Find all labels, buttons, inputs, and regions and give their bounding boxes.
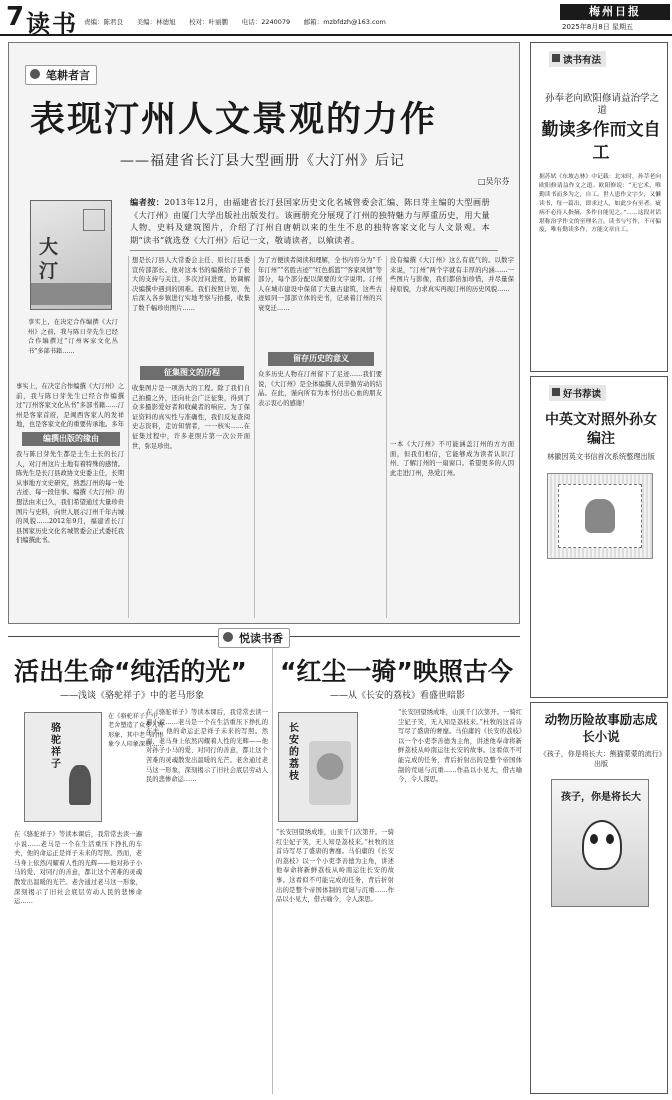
sidebar-children-book — [530, 702, 668, 1094]
subhead-meaning: 留存历史的意义 — [268, 352, 374, 366]
paper-logo: 梅州日报 — [560, 4, 670, 20]
cover-stripe — [31, 283, 111, 305]
article-column-2b: 收集图片是一项浩大的工程。除了我们自己拍摄之外，还向社会广泛征集，得到了众多摄影爱好者和收藏者的响应。为了保证资料的真实性与准确性，我们反复查阅史志资料，走访知情者，一一核实……在征集过程中，许多老照片第一次公开面世，弥足珍贵。 — [132, 385, 250, 450]
portrait-icon — [558, 484, 642, 548]
article-column-2: 想是长汀县人大常委会主任、原长汀县委宣传部部长。他对这本书的编撰给予了极大的支持与关注，多次过问进度，协调解决编撰中遇到的困难。我们按照计划，先后深入各乡镇进行实地考察与拍摄，收集了数千幅珍贵图片…… — [132, 257, 250, 312]
article-title-right: “红尘一骑”映照古今 — [280, 657, 513, 686]
sidebar-kicker: 孙奉老向欧阳修请益治学之道 — [544, 93, 659, 116]
article-left-column-2: 在《骆驼祥子》等读本课后，我常常去读一遍小说……老马是一个在生活重压下挣扎的车夫，他的命运正是祥子未来的写照。然而，老马身上依然闪耀着人性的光辉——他对孙子小马的爱、对同行的善意，都让这个苦难的灵魂散发出温暖的光芒。老舍通过老马这一形象，深刻揭示了旧社会底层劳动人民的悲惨命运…… — [146, 709, 268, 784]
sidebar-title: 勤读多作而文自工 — [541, 120, 661, 163]
sidebar-title: 动物历险故事励志成长小说 — [544, 712, 658, 744]
sidebar-label: 读书有法 — [549, 51, 606, 67]
cover-caption: 在《骆驼祥子》中，老舍塑造了众多人物形象，其中老马的形象令人印象深刻…… — [108, 713, 164, 749]
sidebar-subtitle: 《孩子，你是将长大：熊猫蒙蒙的流行》出版 — [539, 750, 663, 768]
book-cover-image — [547, 473, 653, 559]
column-badge: 悦读书香 — [218, 628, 290, 648]
author-byline: □吴尔芬 — [478, 177, 510, 186]
panda-icon — [582, 820, 622, 870]
column-rule — [128, 256, 129, 618]
editor-credits: 责编：陈君良 美编：林德旭 校对：叶丽鹏 电话：2240079 邮箱：mzbfdzh@163.com — [84, 18, 386, 26]
main-title: 表现汀州人文景观的力作 — [30, 100, 438, 140]
subhead-origin: 编撰出版的缘由 — [22, 432, 120, 446]
article-subtitle-right: ——从《长安的荔枝》看盛世暗影 — [330, 691, 466, 701]
cover-caption: 事实上，在决定合作编撰《大汀州》之前，我与陈日芽先生已经合作编撰过“汀州客家文化丛书”多部书籍…… — [28, 319, 118, 355]
page-number: 7 — [6, 2, 25, 32]
sidebar-book-recommend — [530, 376, 668, 698]
editor-note-text: 2013年12月，由福建省长汀县国家历史文化名城管委会汇编、陈日芽主编的大型画册《大汀州》由厦门大学出版社出版发行。该画册充分展现了汀州的独特魅力与厚重历史，用大量人物、史料及建筑图片，介绍了汀州自唐朝以来的生生不息的独特客家文化与人文景观。本期“读书”就选登《大汀州》后记一文，敬请读者，以飨读者。 — [130, 197, 490, 245]
article-title-left: 活出生命“纯活的光” — [14, 657, 247, 686]
article-column-3: 为了方便读者阅读和理解，全书内容分为“千年汀州”“名胜古迹”“红色摇篮”“客家风情”等部分，每个部分配以简要的文字说明。汀州人在城市建设中保留了大量古建筑，这些古迹如同一部部立体的史书，记录着汀州的兴衰变迁…… — [258, 257, 382, 312]
article-column-3b: 众多历史人物在汀州留下了足迹……我们要说，《大汀州》是全体编撰人员辛勤劳动的结晶。在此，谨向所有为本书付出心血的朋友表示衷心的感谢！ — [258, 371, 382, 407]
article-right-column-1: “长安回望绣成堆，山顶千门次第开。一骑红尘妃子笑，无人知是荔枝来。”杜牧的这首诗写尽了盛唐的奢靡。马伯庸的《长安的荔枝》以一个小吏李善德为主角，讲述他奉命将新鲜荔枝从岭南运往长安的故事。这看似不可能完成的任务，背后折射出的是整个帝国体制的荒诞与沉重……作品以小见大，借古喻今，令人深思。 — [276, 829, 394, 904]
column-rule — [254, 256, 255, 618]
book-cover-image — [24, 712, 102, 822]
issue-date: 2025年8月8日 星期五 — [562, 23, 633, 31]
article-column-4: 没有编撰《大汀州》这么有底气的。以数字来说，“汀州”两个字就有丰厚的内涵……一些图片与影像，我们都倍加珍惜，并尽量保持原貌，力求真实再现汀州的历史风貌…… — [390, 257, 514, 293]
sidebar-label: 好书荐读 — [549, 385, 606, 401]
book-cover-title: 长安的荔枝 — [289, 723, 299, 782]
sidebar-reading-method — [530, 42, 668, 372]
book-cover-image — [30, 200, 112, 310]
editor-note — [130, 196, 490, 246]
sidebar-title: 中英文对照外孙女编注 — [545, 412, 657, 447]
article-subtitle-left: ——浅谈《骆驼祥子》中的老马形象 — [60, 691, 205, 701]
book-cover-title: 孩子，你是将长大 — [561, 792, 641, 803]
article-column-1b: 我与陈日芽先生都是土生土长的长汀人，对汀州这片土地有着特殊的感情。陈先生是长汀县政协文史委主任，长期从事地方文史研究，熟悉汀州的每一处古迹、每一段往事。编撰《大汀州》的想法由来已久，我们希望通过大量珍贵图片与史料，向世人展示汀州千年古城的风貌……2012年9月，福建省长汀县国家历史文化名城管委会正式委托我们编撰此书。 — [16, 451, 124, 545]
article-left-column-1: 在《骆驼祥子》等读本课后，我常常去读一遍小说……老马是一个在生活重压下挣扎的车夫，他的命运正是祥子未来的写照。然而，老马身上依然闪耀着人性的光辉——他对孙子小马的爱、对同行的善意，都让这个苦难的灵魂散发出温暖的光芒。老舍通过老马这一形象，深刻揭示了旧社会底层劳动人民的悲惨命运…… — [14, 831, 142, 906]
editor-note-tag: 编者按： — [130, 197, 165, 207]
book-cover-image — [551, 779, 649, 907]
article-column-1: 事实上，在决定合作编撰《大汀州》之前，我与陈日芽先生已经合作编撰过“汀州客家文化丛书”多部书籍……汀州是客家首府，是闽西客家人的发祥地，也是客家文化的重要传承地。多年 — [16, 383, 124, 428]
cover-seal-icon — [83, 209, 105, 231]
column-rule — [272, 648, 273, 1094]
sidebar-subtitle: 林徽因英文书信首次系统整理出版 — [547, 452, 655, 461]
main-subtitle: ——福建省长汀县大型画册《大汀州》后记 — [120, 153, 405, 169]
rickshaw-puller-icon — [69, 765, 91, 805]
lychee-art-icon — [309, 741, 351, 805]
article-column-4b: 一本《大汀州》不可能涵盖汀州的方方面面，但我们相信，它能够成为读者认识汀州、了解汀州的一扇窗口。希望更多的人因此走进汀州，热爱汀州。 — [390, 441, 514, 477]
article-right-column-2: “长安回望绣成堆，山顶千门次第开。一骑红尘妃子笑，无人知是荔枝来。”杜牧的这首诗写尽了盛唐的奢靡。马伯庸的《长安的荔枝》以一个小吏李善德为主角，讲述他奉命将新鲜荔枝从岭南运往长安的故事。这看似不可能完成的任务，背后折射出的是整个帝国体制的荒诞与沉重……作品以小见大，借古喻今，令人深思。 — [398, 709, 522, 784]
cover-title: 大汀 — [39, 236, 59, 282]
page-header — [0, 0, 672, 36]
section-name: 读书 — [26, 9, 78, 38]
book-cover-image — [278, 712, 358, 822]
sidebar-text: 据苏轼《东坡志林》中记载：北宋时，孙莘老向欧阳修请益作文之道。欧阳修说：“无它术，唯勤读书而多为之，自工。世人患作文字少，又懒读书，每一篇出，即求过人，如此少有至者。疵病不必待人指摘，多作自能见之。”……这段对话堪称治学作文的至理名言。读书与写作，不可偏废，唯有勤读多作，方能文章自工。 — [539, 174, 661, 234]
divider — [130, 250, 498, 251]
book-cover-title: 骆驼祥子 — [51, 723, 61, 770]
subhead-collection: 征集图文的历程 — [140, 366, 244, 380]
column-badge: 笔耕者言 — [25, 65, 97, 85]
column-rule — [386, 256, 387, 618]
